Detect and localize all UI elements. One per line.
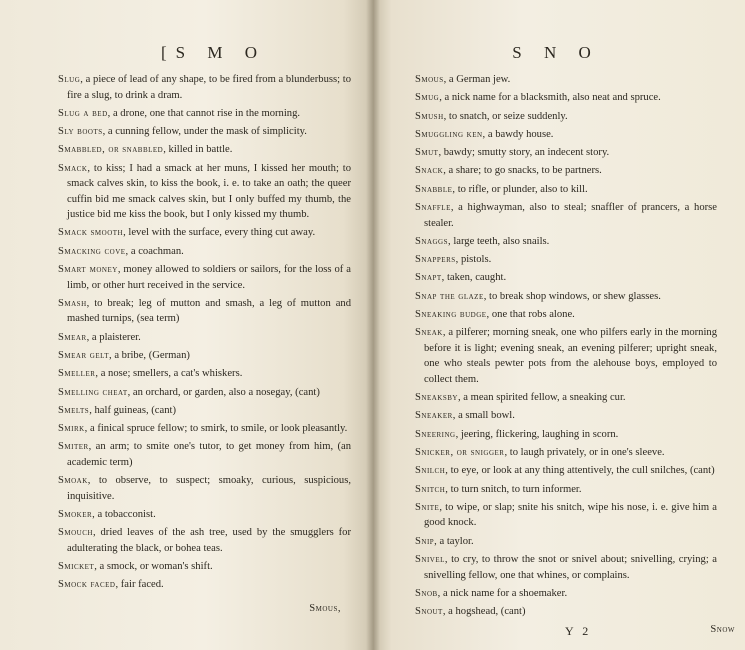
- headword: Smeller: [58, 368, 96, 380]
- dictionary-entry: [415, 163, 717, 179]
- definition: , bawdy; smutty story, an indecent story.: [438, 147, 610, 159]
- dictionary-entry: [415, 127, 717, 143]
- definition: , pistols.: [455, 254, 492, 266]
- definition: , one that robs alone.: [486, 309, 575, 321]
- headword: Smart money: [58, 264, 118, 276]
- definition: , a tobacconist.: [92, 509, 156, 521]
- definition: , large teeth, also snails.: [448, 235, 550, 247]
- dictionary-entry: [58, 244, 351, 260]
- headword: Smuggling ken: [415, 128, 483, 140]
- definition: , a nose; smellers, a cat's whiskers.: [95, 368, 243, 380]
- book-gutter: [366, 0, 380, 650]
- dictionary-entry: [58, 106, 351, 122]
- definition: , to break; leg of mutton and smash, a leg of mutton and mashed turnips, (sea term): [67, 297, 351, 325]
- dictionary-entry: [415, 252, 717, 268]
- dictionary-entry: [58, 262, 351, 293]
- definition: , a smock, or woman's shift.: [94, 561, 213, 573]
- definition: , to wipe, or slap; snite his snitch, wipe his nose, i. e. give him a good knock.: [424, 501, 717, 529]
- headword: Slug a bed: [58, 107, 108, 119]
- page-header-left: [S M O: [160, 43, 266, 62]
- dictionary-entry: [58, 124, 351, 140]
- headword: Smacking cove: [58, 245, 126, 257]
- definition: , dried leaves of the ash tree, used by the smugglers for adulterating the black, or bohea teas.: [67, 527, 351, 554]
- headword: Smear: [58, 331, 87, 343]
- dictionary-entry: [58, 473, 351, 504]
- headword: Smous: [415, 74, 444, 85]
- definition: , a plaisterer.: [86, 331, 141, 343]
- headword: Snicker, or snigger: [415, 447, 505, 459]
- definition: , to kiss; I had a smack at her muns, I kissed her mouth; to smack calves skin, to kiss the book, i. e. to take an oath; the queer cuffin bid me smack calves skin, but I only buffed my thumb, the justice bid me kiss the book, but I only kissed my thumb.: [67, 162, 351, 221]
- headword: Snaggs: [415, 235, 449, 247]
- page-footer-right: [415, 623, 735, 642]
- definition: , jeering, flickering, laughing in scorn.: [455, 428, 619, 440]
- headword: Smouch: [58, 527, 93, 539]
- definition: , a pilferer; morning sneak, one who pilfers early in the morning before it is light; evening sneak, an evening pilferer; upright sneak, one who steals pewter pots from the alehouse boys, employed to collect them.: [424, 327, 717, 385]
- dictionary-entry: [58, 72, 351, 103]
- dictionary-entry: [415, 234, 717, 250]
- dictionary-entry: [415, 552, 717, 583]
- dictionary-entry: [58, 385, 351, 401]
- dictionary-entry: [58, 296, 351, 327]
- headword: Smush: [415, 110, 444, 122]
- dictionary-entry: [58, 225, 351, 241]
- definition: , to break shop windows, or shew glasses.: [483, 290, 661, 302]
- dictionary-entry: [58, 161, 351, 223]
- dictionary-entry: [58, 330, 351, 346]
- headword: Smicket: [58, 561, 95, 573]
- headword: Smash: [58, 297, 87, 309]
- headword: Smelts: [58, 404, 90, 416]
- definition: , fair faced.: [115, 579, 164, 591]
- definition: , killed in battle.: [163, 144, 233, 156]
- headword: Snappers: [415, 254, 456, 266]
- headword: Snout: [415, 606, 443, 618]
- definition: , a hogshead, (cant): [442, 606, 526, 618]
- definition: , a finical spruce fellow; to smirk, to smile, or look pleasantly.: [84, 423, 348, 435]
- definition: , taken, caught.: [441, 272, 507, 284]
- definition: , a taylor.: [434, 535, 474, 547]
- definition: , to snatch, or seize suddenly.: [443, 110, 568, 122]
- headword: Snilch: [415, 465, 446, 477]
- dictionary-entry: [415, 289, 717, 305]
- headword: Snack: [415, 165, 444, 177]
- dictionary-entry: [415, 534, 717, 550]
- dictionary-entry: [415, 408, 717, 424]
- page-footer-left: [58, 597, 351, 615]
- definition: , a drone, one that cannot rise in the morning.: [107, 107, 301, 119]
- definition: , a mean spirited fellow, a sneaking cur.: [457, 392, 626, 404]
- headword: Sly boots: [58, 126, 103, 138]
- dictionary-entry: [415, 270, 717, 286]
- catchword: Smous,: [309, 602, 341, 614]
- headword: Slug: [58, 74, 81, 85]
- dictionary-entry: [58, 366, 351, 382]
- headword: Sneaker: [415, 410, 453, 422]
- dictionary-entry: [415, 109, 717, 125]
- dictionary-entry: [58, 559, 351, 575]
- dictionary-entry: [415, 307, 717, 323]
- dictionary-entry: [415, 182, 717, 198]
- headword: Smoak: [58, 475, 88, 487]
- dictionary-entry: [415, 586, 717, 602]
- dictionary-entry: [415, 90, 717, 106]
- definition: , a share; to go snacks, to be partners.: [443, 165, 602, 177]
- definition: , an arm; to smite one's tutor, to get money from him, (an academic term): [67, 441, 351, 468]
- definition: , a German jew.: [443, 74, 511, 85]
- headword: Sneaksby: [415, 392, 458, 404]
- definition: , level with the surface, every thing cut away.: [123, 227, 316, 239]
- dictionary-entry: [58, 142, 351, 158]
- headword: Smack smooth: [58, 227, 124, 239]
- headword: Smoker: [58, 509, 93, 521]
- definition: , to observe, to suspect; smoaky, curious, suspicious, inquisitive.: [67, 475, 351, 502]
- right-entries: [415, 72, 717, 620]
- dictionary-entry: [415, 72, 717, 88]
- headword: Smug: [415, 92, 440, 104]
- headword: Snite: [415, 501, 440, 513]
- dictionary-entry: [58, 577, 351, 593]
- headword: Smack: [58, 162, 88, 174]
- headword: Snap the glaze: [415, 290, 484, 302]
- dictionary-entry: [415, 445, 717, 461]
- dictionary-entry: [58, 403, 351, 419]
- definition: , to turn snitch, to turn informer.: [445, 483, 582, 495]
- definition: , a highwayman, also to steal; snaffler of prancers, a horse stealer.: [424, 202, 717, 229]
- headword: Smock faced: [58, 579, 116, 591]
- dictionary-entry: [415, 463, 717, 479]
- definition: , to rifle, or plunder, also to kill.: [452, 183, 588, 195]
- definition: , to eye, or look at any thing attentively, the cull snilches, (cant): [445, 465, 715, 477]
- definition: , a coachman.: [125, 245, 184, 257]
- headword: Smear gelt: [58, 349, 110, 361]
- headword: Snip: [415, 535, 435, 547]
- headword: Smiter: [58, 441, 89, 453]
- headword: Snob: [415, 587, 438, 599]
- headword: Sneering: [415, 428, 456, 440]
- signature-mark: Y 2: [565, 623, 592, 638]
- headword: Smelling cheat: [58, 386, 128, 398]
- headword: Smirk: [58, 423, 85, 435]
- dictionary-entry: [58, 507, 351, 523]
- headword: Smabbled, or snabbled: [58, 144, 164, 156]
- headword: Sneak: [415, 327, 443, 339]
- definition: , a nick name for a shoemaker.: [437, 587, 568, 599]
- definition: , a nick name for a blacksmith, also neat and spruce.: [439, 92, 661, 104]
- definition: , a bawdy house.: [482, 128, 554, 140]
- definition: , half guineas, (cant): [89, 404, 176, 416]
- catchword: Snow: [710, 623, 735, 635]
- dictionary-entry: [415, 427, 717, 443]
- dictionary-entry: [415, 200, 717, 231]
- definition: , a small bowl.: [452, 410, 515, 422]
- left-entries: [58, 72, 351, 593]
- definition: , money allowed to soldiers or sailors, for the loss of a limb, or other hurt received in the service.: [67, 264, 351, 291]
- definition: , a piece of lead of any shape, to be fired from a blunderbuss; to fire a slug, to drink a dram.: [67, 74, 351, 101]
- right-page: [373, 0, 745, 650]
- page-header-right: S N O: [512, 43, 600, 62]
- definition: , a cunning fellow, under the mask of simplicity.: [102, 126, 307, 138]
- headword: Snitch: [415, 483, 446, 495]
- dictionary-entry: [58, 439, 351, 470]
- dictionary-entry: [58, 348, 351, 364]
- dictionary-entry: [58, 421, 351, 437]
- definition: , to laugh privately, or in one's sleeve.: [504, 447, 665, 459]
- headword: Snivel: [415, 554, 445, 566]
- definition: , a bribe, (German): [109, 349, 190, 361]
- dictionary-entry: [415, 325, 717, 387]
- definition: , an orchard, or garden, also a nosegay, (cant): [127, 386, 320, 398]
- headword: Snaffle: [415, 202, 451, 214]
- dictionary-entry: [415, 145, 717, 161]
- dictionary-entry: [415, 604, 717, 620]
- definition: , to cry, to throw the snot or snivel about; snivelling, crying; a snivelling fellow, one that whines, or complains.: [424, 554, 717, 581]
- dictionary-entry: [415, 482, 717, 498]
- dictionary-entry: [58, 525, 351, 556]
- dictionary-entry: [415, 390, 717, 406]
- headword: Smut: [415, 147, 439, 159]
- dictionary-entry: [415, 500, 717, 531]
- headword: Snabble: [415, 183, 453, 195]
- headword: Sneaking budge: [415, 309, 487, 321]
- headword: Snapt: [415, 272, 442, 284]
